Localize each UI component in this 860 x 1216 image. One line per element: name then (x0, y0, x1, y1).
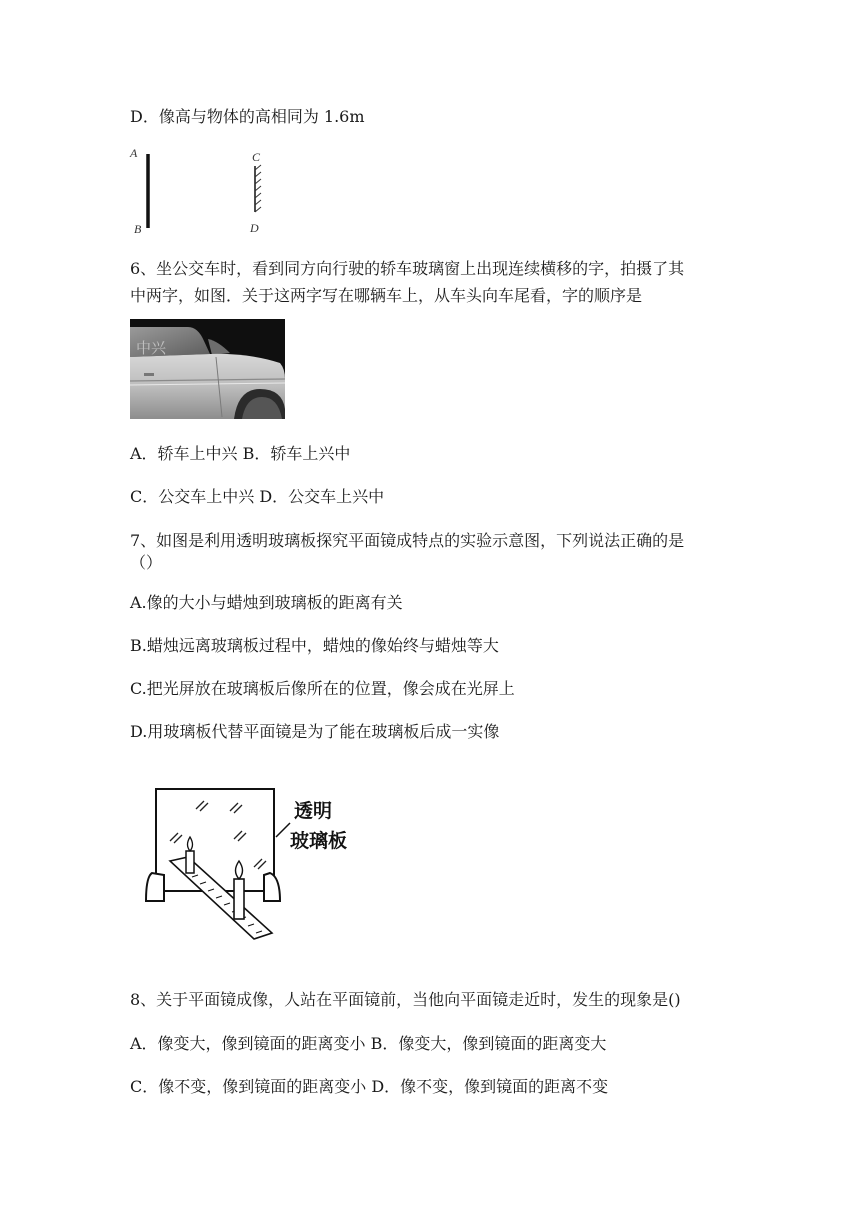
q6-options-line2 (130, 484, 384, 510)
q7-option-b (130, 633, 499, 659)
q5-option-d-text: D．像高与物体的高相同为 1.6m (130, 107, 365, 126)
q7-option-d-text: D.用玻璃板代替平面镜是为了能在玻璃板后成一实像 (130, 722, 500, 741)
q7-stem-line2 (130, 550, 162, 576)
q6-stem-line1-text: 6、坐公交车时，看到同方向行驶的轿车玻璃窗上出现连续横移的字，拍摄了其 (130, 259, 685, 278)
label-a: A (130, 146, 138, 160)
q7-option-b-text: B.蜡烛远离玻璃板过程中，蜡烛的像始终与蜡烛等大 (130, 636, 499, 655)
glass-label-line2: 玻璃板 (290, 830, 348, 852)
left-stand (146, 873, 164, 901)
q6-options-line1-text: A．轿车上中兴 B．轿车上兴中 (130, 444, 351, 463)
candle-front (234, 861, 244, 919)
q6-options-line1 (130, 441, 350, 467)
q6-stem-line1 (130, 256, 684, 282)
label-d: D (250, 221, 259, 235)
q7-stem-line1 (130, 528, 684, 554)
q7-stem-line2-text: （） (130, 553, 163, 572)
q7-option-c-text: C.把光屏放在玻璃板后像所在的位置，像会成在光屏上 (130, 679, 515, 698)
q8-options-line2-text: C．像不变，像到镜面的距离变小 D．像不变，像到镜面的距离不变 (130, 1077, 609, 1096)
q6-stem-line2-text: 中两字，如图．关于这两字写在哪辆车上，从车头向车尾看，字的顺序是 (130, 286, 643, 305)
q6-stem-line2 (130, 283, 642, 309)
candle-image (186, 837, 194, 873)
q7-option-a-text: A.像的大小与蜡烛到玻璃板的距离有关 (130, 593, 403, 612)
car-photo (130, 319, 285, 419)
q5-option-d (130, 104, 365, 130)
glass-plate (156, 789, 274, 891)
q7-stem-line1-text: 7、如图是利用透明玻璃板探究平面镜成特点的实验示意图，下列说法正确的是 (130, 531, 685, 550)
q8-options-line1 (130, 1031, 606, 1057)
label-b: B (134, 222, 142, 236)
q7-option-a (130, 590, 403, 616)
q8-stem (130, 987, 681, 1013)
glass-plate-figure (130, 765, 382, 965)
q8-options-line1-text: A．像变大，像到镜面的距离变小 B．像变大，像到镜面的距离变大 (130, 1034, 607, 1053)
q8-stem-text: 8、关于平面镜成像，人站在平面镜前，当他向平面镜走近时，发生的现象是() (130, 990, 681, 1009)
glass-label-line1: 透明 (294, 800, 333, 822)
mirror-cd (255, 165, 261, 212)
car-window-text: 中兴 (136, 339, 167, 357)
object-mirror-figure (128, 144, 278, 236)
q7-option-c (130, 676, 515, 702)
label-c: C (252, 150, 261, 164)
right-stand (264, 873, 280, 901)
q6-options-line2-text: C．公交车上中兴 D．公交车上兴中 (130, 487, 385, 506)
label-pointer (276, 823, 290, 837)
q8-options-line2 (130, 1074, 608, 1100)
q7-option-d (130, 719, 499, 745)
